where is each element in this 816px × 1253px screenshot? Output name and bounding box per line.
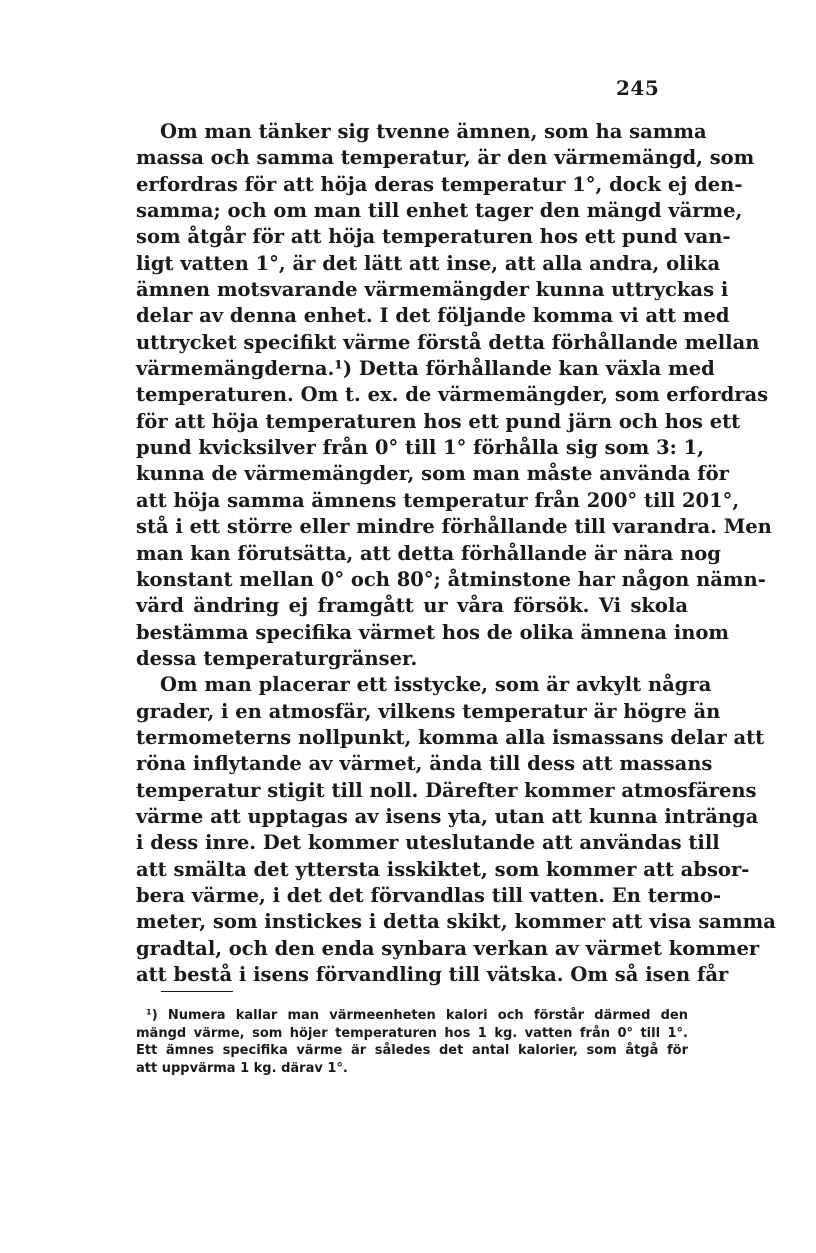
text-line: temperaturen. Om t. ex. de värmemängder, som erfordras [136, 383, 769, 407]
text-line: kunna de värmemängder, som man måste använda för [136, 462, 729, 486]
footnote-line: att uppvärma 1 kg. därav 1°. [136, 1060, 348, 1076]
text-line: värme att upptagas av isens yta, utan att kunna intränga [136, 804, 759, 828]
text-line: erfordras för att höja deras temperatur 1°, dock ej den- [136, 172, 743, 196]
footnote-line: mängd värme, som höjer temperaturen hos 1 kg. vatten från 0° till 1°. [136, 1025, 688, 1041]
text-line: att bestå i isens förvandling till vätska. Om så isen får [136, 963, 729, 986]
text-line: meter, som instickes i detta skikt, kommer att visa samma [136, 910, 776, 934]
text-line: bera värme, i det det förvandlas till vatten. En termo- [136, 883, 722, 907]
footnote-line: ¹) Numera kallar man värmeenheten kalori och förstår därmed den [146, 1008, 688, 1023]
text-line: att höja samma ämnens temperatur från 200° till 201°, [136, 488, 740, 512]
text-line: för att höja temperaturen hos ett pund järn och hos ett [136, 409, 741, 433]
text-line: uttrycket specifikt värme förstå detta förhållande mellan [136, 330, 760, 354]
page-number: 245 [616, 76, 660, 100]
text-line: bestämma specifika värmet hos de olika ämnena inom [136, 620, 730, 644]
text-line: samma; och om man till enhet tager den mängd värme, [136, 199, 743, 223]
text-line: röna inflytande av värmet, ända till dess att massans [136, 752, 713, 776]
text-line: pund kvicksilver från 0° till 1° förhålla sig som 3: 1, [136, 436, 704, 460]
body-text [136, 119, 776, 988]
footnote [136, 1007, 688, 1077]
text-line: stå i ett större eller mindre förhållande till varandra. Men [136, 515, 772, 539]
text-line: i dess inre. Det kommer uteslutande att användas till [136, 831, 720, 855]
text-line: värd ändring ej framgått ur våra försök. Vi skola [136, 594, 688, 618]
text-line: termometerns nollpunkt, komma alla ismassans delar att [136, 725, 765, 749]
text-line: gradtal, och den enda synbara verkan av värmet kommer [136, 936, 760, 960]
text-line: konstant mellan 0° och 80°; åtminstone har någon nämn- [136, 567, 766, 591]
text-line: som åtgår för att höja temperaturen hos ett pund van- [136, 225, 731, 249]
text-line: delar av denna enhet. I det följande komma vi att med [136, 304, 730, 328]
text-line: Om man tänker sig tvenne ämnen, som ha samma [160, 120, 707, 143]
text-line: massa och samma temperatur, är den värmemängd, som [136, 146, 755, 170]
text-line: ligt vatten 1°, är det lätt att inse, att alla andra, olika [136, 251, 721, 275]
text-line: ämnen motsvarande värmemängder kunna uttryckas i [136, 278, 729, 302]
text-line: dessa temperaturgränser. [136, 646, 418, 670]
text-line: man kan förutsätta, att detta förhållande är nära nog [136, 541, 721, 565]
text-line: temperatur stigit till noll. Därefter kommer atmosfärens [136, 778, 757, 802]
footnote-divider [161, 991, 233, 992]
text-line: grader, i en atmosfär, vilkens temperatur är högre än [136, 699, 721, 723]
text-line: Om man placerar ett isstycke, som är avkylt några [160, 673, 712, 697]
text-line: värmemängderna.¹) Detta förhållande kan växla med [136, 357, 715, 381]
text-line: att smälta det yttersta isskiktet, som kommer att absor- [136, 857, 750, 881]
footnote-line: Ett ämnes specifika värme är således det antal kalorier, som åtgå för [136, 1043, 688, 1058]
